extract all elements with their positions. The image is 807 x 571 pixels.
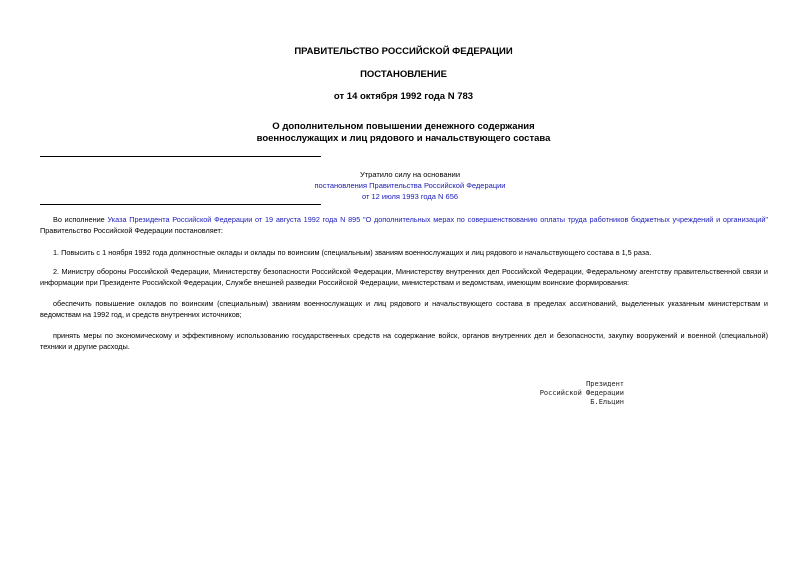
- divider-bottom: [40, 204, 321, 205]
- government-heading: ПРАВИТЕЛЬСТВО РОССИЙСКОЙ ФЕДЕРАЦИИ: [294, 46, 513, 57]
- date-number-heading: от 14 октября 1992 года N 783: [333, 91, 474, 102]
- signature-country: Российской Федерации: [539, 389, 624, 397]
- intro-suffix: Правительство Российской Федерации постановляет:: [40, 225, 223, 235]
- title-line-2: военнослужащих и лиц рядового и начальствующего состава: [256, 133, 551, 144]
- presidential-decree-link[interactable]: Указа Президента Российской Федерации от 19 августа 1992 года N 895 "О дополнительных мерах по совершенствованию оплаты труда работников бюджетных учреждений и организаций": [107, 215, 768, 224]
- item-2b-paragraph: принять меры по экономическому и эффективному использованию государственных средств на содержание войск, органов внутренних дел и безопасности, закупку вооружений и военной (специальной) техники и другие расходы.: [40, 331, 768, 351]
- repeal-decree-link-line-1: постановления Правительства Российской Федерации: [314, 181, 506, 190]
- repeal-decree-link-line-2: от 12 июля 1993 года N 656: [361, 192, 459, 201]
- signature-name: Б.Ельцин: [590, 398, 624, 406]
- status-note-text: Утратило силу на основании: [359, 170, 461, 179]
- item-2a-paragraph: обеспечить повышение окладов по воинским (специальным) званиям военнослужащих и лиц рядового и начальствующего состава в пределах ассигнований, выделенных указанным министерствам и ведомствам на 1992 год, и средств внутренних источников;: [40, 299, 768, 319]
- signature-block: [500, 380, 624, 407]
- item-1-paragraph: 1. Повысить с 1 ноября 1992 года должностные оклады и оклады по воинским (специальным) званиям военнослужащих и лиц рядового и начальствующего состава в 1,5 раза.: [53, 248, 652, 257]
- status-note: [260, 169, 560, 202]
- intro-prefix: Во исполнение: [53, 215, 108, 224]
- title-line-1: О дополнительном повышении денежного содержания: [272, 121, 535, 132]
- document-type-heading: ПОСТАНОВЛЕНИЕ: [360, 69, 447, 80]
- repeal-decree-link[interactable]: [260, 180, 560, 202]
- intro-paragraph: [40, 215, 768, 236]
- item-2-paragraph: 2. Министру обороны Российской Федерации, Министерству безопасности Российской Федерации, Министерству внутренних дел Российской Федерации, Федеральному агентству правительственной связи и информации при Президенте Российской Федерации, Службе внешней разведки Российской Федерации, министерствам и ведомствам, имеющим воинские формирования:: [40, 267, 768, 287]
- signature-position: Президент: [586, 380, 624, 388]
- divider-top: [40, 156, 321, 157]
